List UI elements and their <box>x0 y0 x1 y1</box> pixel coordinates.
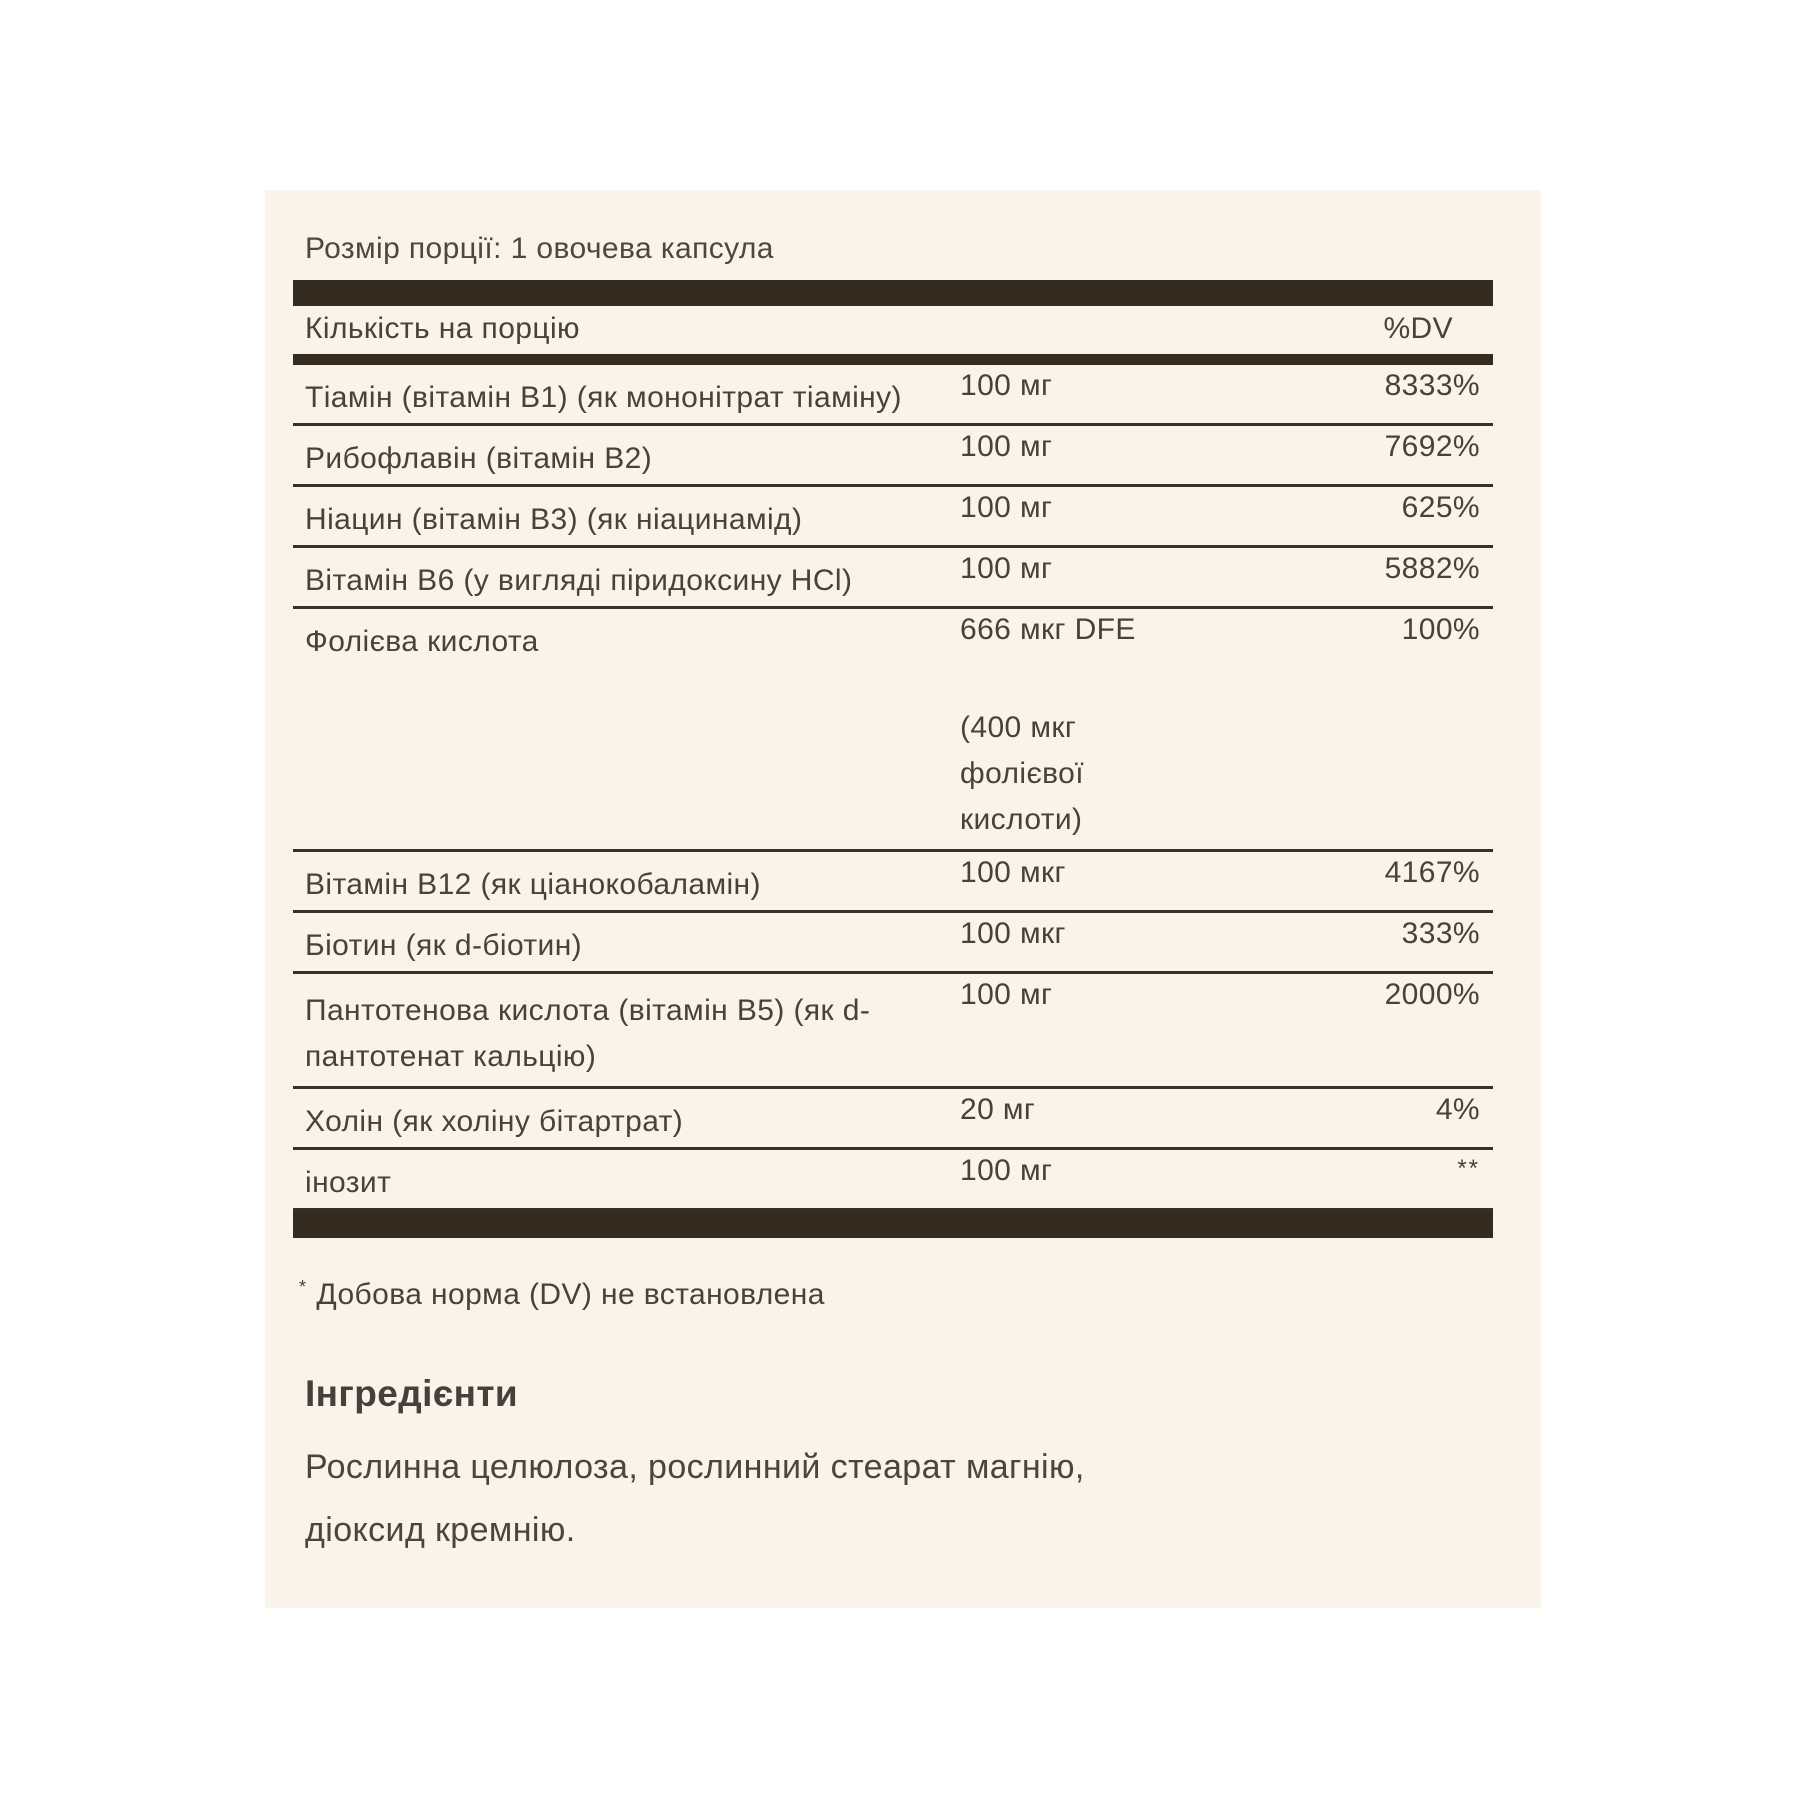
nutrient-name-line: пантотенат кальцію) <box>305 1040 597 1073</box>
nutrient-row-thiamin <box>293 365 1493 426</box>
nutrient-row-vitamin-b12 <box>293 852 1493 913</box>
nutrient-dv: 5882% <box>1384 552 1480 585</box>
nutrient-name: Біотин (як d-біотин) <box>305 929 583 962</box>
nutrient-amount: 100 мг <box>960 978 1053 1011</box>
nutrient-row-folic-acid <box>293 609 1493 852</box>
nutrient-name: Ніацин (вітамін B3) (як ніацинамід) <box>305 503 803 536</box>
nutrient-amount-note-line: фолієвої <box>960 757 1085 790</box>
nutrient-amount: 100 мг <box>960 552 1053 585</box>
nutrient-amount: 20 мг <box>960 1093 1036 1126</box>
nutrient-amount: 100 мг <box>960 1154 1053 1187</box>
footnote-asterisk: * <box>299 1277 307 1297</box>
dv-footnote <box>293 1268 1493 1314</box>
nutrient-amount-note-line: (400 мкг <box>960 711 1077 744</box>
nutrient-dv: 7692% <box>1384 430 1480 463</box>
header-divider-bar <box>293 354 1493 365</box>
ingredients-text <box>293 1436 1493 1562</box>
nutrient-name-line: Пантотенова кислота (вітамін B5) (як d- <box>305 994 871 1027</box>
nutrient-dv: 2000% <box>1384 978 1480 1011</box>
nutrient-dv: 4% <box>1435 1093 1480 1126</box>
nutrient-row-pantothenic-acid <box>293 974 1493 1089</box>
footnote-text: Добова норма (DV) не встановлена <box>316 1278 825 1311</box>
nutrient-amount-note-line: кислоти) <box>960 803 1083 836</box>
nutrient-amount <box>960 609 1290 843</box>
nutrient-row-inositol <box>293 1150 1493 1211</box>
nutrient-row-riboflavin <box>293 426 1493 487</box>
supplement-facts-panel <box>265 190 1541 1608</box>
ingredients-heading: Інгредієнти <box>305 1373 519 1414</box>
amount-per-serving-header: Кількість на порцію <box>305 312 580 345</box>
nutrient-dv: 333% <box>1401 917 1480 950</box>
nutrient-name: Тіамін (вітамін B1) (як мононітрат тіаміну) <box>305 381 902 414</box>
serving-size-text: Розмір порції: 1 овочева капсула <box>305 232 774 265</box>
nutrient-row-choline <box>293 1089 1493 1150</box>
nutrient-dv: 625% <box>1401 491 1480 524</box>
nutrient-row-biotin <box>293 913 1493 974</box>
nutrient-name: Фолієва кислота <box>305 625 539 658</box>
nutrient-row-niacin <box>293 487 1493 548</box>
nutrient-amount: 100 мг <box>960 430 1053 463</box>
ingredients-text-line: Рослинна целюлоза, рослинний стеарат магнію, <box>305 1448 1085 1486</box>
nutrient-amount: 100 мг <box>960 491 1053 524</box>
nutrient-name: Холін (як холіну бітартрат) <box>305 1105 684 1138</box>
nutrient-amount: 100 мкг <box>960 856 1066 889</box>
nutrient-dv: ** <box>1457 1155 1480 1182</box>
nutrient-amount-main: 666 мкг DFE <box>960 613 1136 646</box>
top-divider-bar <box>293 280 1493 306</box>
bottom-divider-bar <box>293 1211 1493 1238</box>
nutrient-amount: 100 мг <box>960 369 1053 402</box>
nutrient-name: Рибофлавін (вітамін B2) <box>305 442 653 475</box>
nutrient-row-vitamin-b6 <box>293 548 1493 609</box>
nutrient-dv: 100% <box>1401 613 1480 646</box>
nutrient-name: Вітамін B6 (у вигляді піридоксину HCl) <box>305 564 853 597</box>
nutrient-amount: 100 мкг <box>960 917 1066 950</box>
dv-header: %DV <box>1383 312 1453 345</box>
nutrient-name: Вітамін B12 (як ціанокобаламін) <box>305 868 761 901</box>
ingredients-text-line: діоксид кремнію. <box>305 1511 576 1549</box>
nutrient-dv: 8333% <box>1384 369 1480 402</box>
nutrient-name <box>293 974 960 1080</box>
nutrient-name: інозит <box>305 1166 392 1199</box>
nutrient-dv: 4167% <box>1384 856 1480 889</box>
facts-header-row <box>293 306 1493 354</box>
